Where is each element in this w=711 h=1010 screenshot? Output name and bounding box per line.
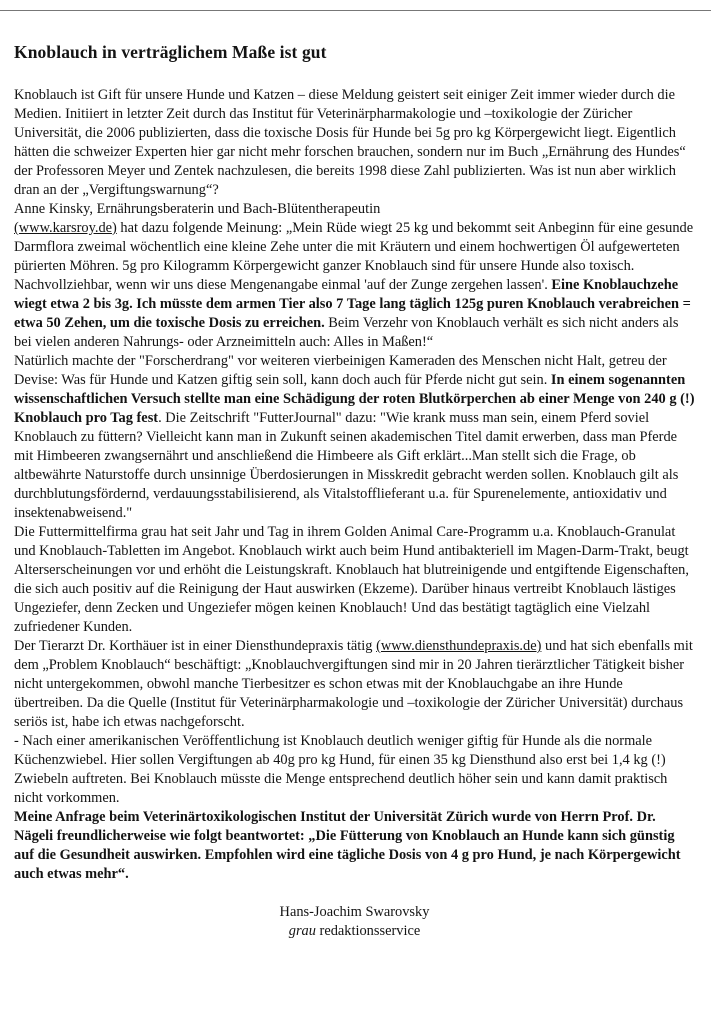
text-run: grau: [288, 923, 316, 939]
text-run: Beim Verzehr von Knoblauch verhält es sich nicht anders als bei vielen anderen Nahrungs- oder Arzneimitteln auch: Alles in Maßen!“: [14, 315, 679, 350]
text-run: In einem sogenannten wissenschaftlichen Versuch stellte man eine Schädigung der roten Blutkörperchen ab einer Menge von 240 g (!) Knoblauch pro Tag fest: [14, 372, 695, 426]
paragraph: [14, 523, 695, 637]
signature-block: [14, 903, 695, 941]
article-body: [14, 86, 695, 884]
text-run: hat dazu folgende Meinung: „Mein Rüde wiegt 25 kg und bekommt seit Anbeginn für eine gesunde Darmflora zweimal wöchentlich eine kleine Zehe unter die mit Kräutern und einem hochwertigen Öl aufgewerteten pürierten Möhren. 5g pro Kilogramm Körpergewicht ganzer Knoblauch sind für unsere Hunde also toxisch. Nachvollziehbar, wenn wir uns diese Mengenangabe einmal 'auf der Zunge zergehen lassen'.: [14, 220, 694, 293]
paragraph: [14, 637, 695, 732]
paragraph: [14, 86, 695, 200]
text-run: Hans-Joachim Swarovsky: [279, 904, 430, 920]
text-run: redaktionsservice: [315, 923, 421, 939]
page-title: Knoblauch in verträglichem Maße ist gut: [14, 42, 327, 62]
link-url[interactable]: (www.karsroy.de): [14, 220, 117, 236]
document-page: [0, 42, 711, 941]
link-url[interactable]: (www.diensthundepraxis.de): [376, 638, 542, 654]
paragraph: [14, 732, 695, 808]
text-run: Der Tierarzt Dr. Korthäuer ist in einer Diensthundepraxis tätig: [14, 638, 377, 654]
paragraph: [14, 352, 695, 523]
top-rule: [0, 10, 711, 11]
paragraph: [14, 808, 695, 884]
paragraph: [14, 219, 695, 352]
text-run: Eine Knoblauchzehe wiegt etwa 2 bis 3g. Ich müsste dem armen Tier also 7 Tage lang täglich 125g puren Knoblauch verabreichen = etwa 50 Zehen, um die toxische Dosis zu erreichen.: [14, 277, 691, 331]
paragraph: [14, 200, 695, 219]
text-run: Knoblauch ist Gift für unsere Hunde und Katzen – diese Meldung geistert seit einiger Zeit immer wieder durch die Medien. Initiiert in letzter Zeit durch das Institut für Veterinärpharmakologie und –toxikologie der Züricher Universität, die 2006 publizierten, dass die toxische Dosis für Hunde bei 5g pro kg Körpergewicht liegt. Eigentlich hätten die schweizer Experten hier gar nicht mehr forschen brauchen, sondern nur im Buch „Ernährung des Hundes“ der Professoren Meyer und Zentek nachzulesen, die bereits 1998 diese Zahl publizierten. Was ist nun aber wirklich dran an der „Vergiftungswarnung“?: [14, 87, 686, 198]
text-run: - Nach einer amerikanischen Veröffentlichung ist Knoblauch deutlich weniger giftig für Hunde als die normale Küchenzwiebel. Hier sollen Vergiftungen ab 40g pro kg Hund, für einen 35 kg Diensthund also erst bei 1,4 kg (!) Zwiebeln auftreten. Bei Knoblauch müsste die Menge entsprechend deutlich höher sein und kann damit praktisch nicht vorkommen.: [14, 733, 668, 806]
text-run: Natürlich machte der "Forscherdrang" vor weiteren vierbeinigen Kameraden des Menschen nicht Halt, getreu der Devise: Was für Hunde und Katzen giftig sein soll, kann doch auch für Pferde nicht gut sein.: [14, 353, 667, 388]
text-run: Anne Kinsky, Ernährungsberaterin und Bach-Blütentherapeutin: [14, 201, 381, 217]
text-run: Die Futtermittelfirma grau hat seit Jahr und Tag in ihrem Golden Animal Care-Programm u.a. Knoblauch-Granulat und Knoblauch-Tabletten im Angebot. Knoblauch wirkt auch beim Hund antibakteriell im Magen-Darm-Trakt, beugt Alterserscheinungen vor und erhöht die Leistungskraft. Knoblauch hat blutreinigende und entgiftende Eigenschaften, die sich auch positiv auf die Reinigung der Haut auswirken (Ekzeme). Darüber hinaus vertreibt Knoblauch lästiges Ungeziefer, denn Zecken und Ungeziefer mögen keinen Knoblauch! Und das bestätigt tagtäglich eine Vielzahl zufriedener Kunden.: [14, 524, 689, 635]
text-run: Meine Anfrage beim Veterinärtoxikologischen Institut der Universität Zürich wurde von Herrn Prof. Dr. Nägeli freundlicherweise wie folgt beantwortet: „Die Fütterung von Knoblauch an Hunde kann sich günstig auf die Gesundheit auswirken. Empfohlen wird eine tägliche Dosis von 4 g pro Hund, je nach Körpergewicht auch etwas mehr“.: [14, 809, 681, 882]
text-run: . Die Zeitschrift "FutterJournal" dazu: "Wie krank muss man sein, einem Pferd soviel Knoblauch zu füttern? Vielleicht kann man in Zukunft seinen akademischen Titel damit erwerben, dass man Pferde mit Himbeeren zwangsernährt und anschließend die Himbeere als Gift erklärt...Man stellt sich die Frage, ob altbewährte Naturstoffe durch unsinnige Überdosierungen in Misskredit gebracht werden sollen. Knoblauch gilt als durchblutungsfördernd, verdauungsstabilisierend, als Vitalstofflieferant u.a. für Spurenelemente, antioxidativ und insektenabweisend.": [14, 410, 679, 521]
signature-line: [14, 903, 695, 922]
text-run: und hat sich ebenfalls mit dem „Problem Knoblauch“ beschäftigt: „Knoblauchvergiftungen sind mir in 20 Jahren tierärztlicher Tätigkeit bisher nicht untergekommen, obwohl manche Tierbesitzer es schon etwas mit der Knoblauchgabe an ihre Hunde übertreiben. Da die Quelle (Institut für Veterinärpharmakologie und –toxikologie der Züricher Universität) durchaus seriös ist, habe ich etwas nachgeforscht.: [14, 638, 693, 730]
signature-line: [14, 922, 695, 941]
